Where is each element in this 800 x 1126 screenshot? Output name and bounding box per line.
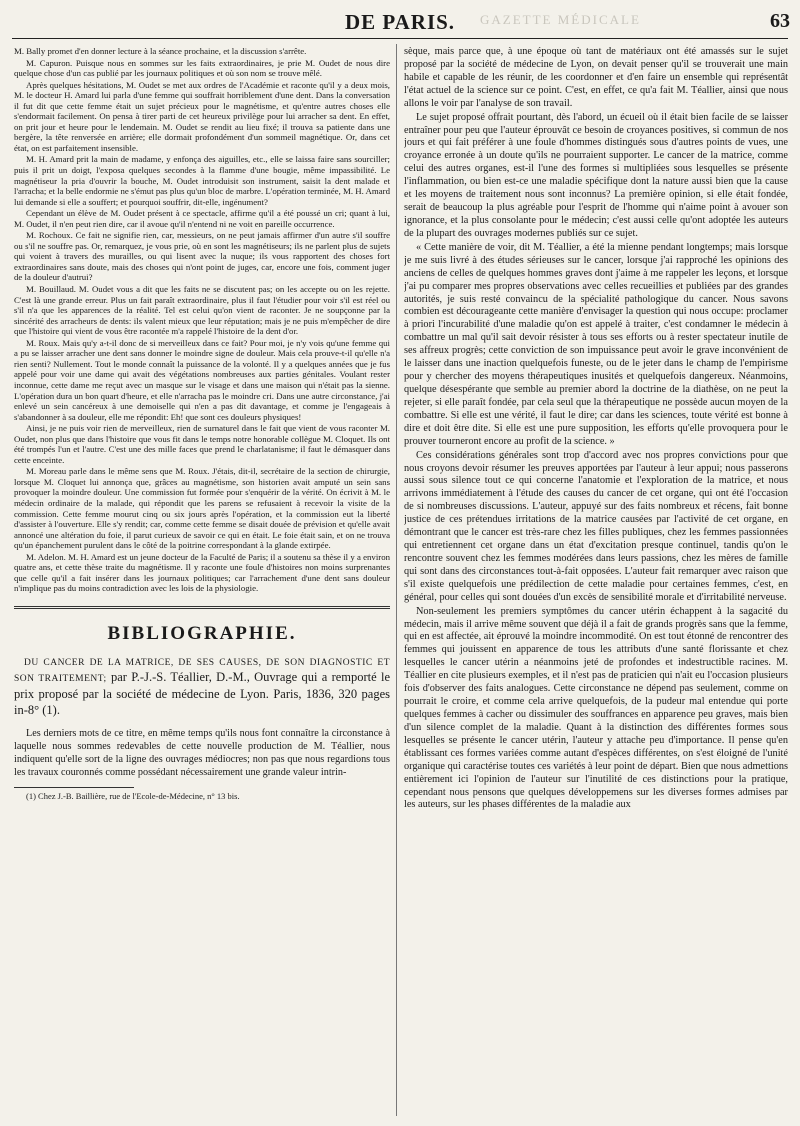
paragraph: M. Roux. Mais qu'y a-t-il donc de si merveilleux dans ce fait? Pour moi, je n'y vois qu'une femme qui a pu se laisser arracher une dent sans donner le moindre signe de douleur. Mais cela prouve-t-il qu'elle n'a rien senti? Nullement. Tout le monde connaît la puissance de la volonté. Il y a quelques années que je fus appelé pour voir une dame qui avait des végétations nombreuses aux parties génitales. Voulant rester inconnue, cette dame me reçut avec un masque sur le visage et dans une maison qui n'était pas la sienne. L'opération dura un bon quart d'heure, et elle n'arracha pas le moindre cri. Dans une autre circonstance, j'ai enlevé un sein cancéreux à une demoiselle qui n'en a pas dit davantage, et comme je l'engageais à s'abandonner à sa douleur, elle me répondit: Eh! que sont ces douleurs physiques! [14,337,390,422]
paragraph: Non-seulement les premiers symptômes du cancer utérin échappent à la sagacité du médecin, mais il arrive même souvent que déjà il a fait de grands progrès sans que la femme, qui en est affectée, ait éprouvé la moindre incommodité. On est tout étonné de rencontrer des femmes qui jouissent en apparence de tous les attributs d'une santé florissante et chez lesquelles le cancer utérin a néanmoins jeté de profondes et indestructible racines. M. Téallier en cite plusieurs exemples, et il n'est pas de praticien qui n'ait eu l'occasion plusieurs fois d'observer des faits analogues. Cette circonstance ne dépend pas seulement, comme on pourrait le croire, et comme cela arrive quelquefois, de la pudeur mal entendue qui porte quelques femmes à cacher ou dissimuler des souffrances en apparence peu graves, mais bien d'un silence complet de la maladie. Quant à la distinction des différentes formes sous lesquelles se présente le cancer utérin, l'auteur y attache peu d'importance. Il pense qu'en établissant ces formes variées comme autant d'espèces différentes, on s'est éloigné de l'unité organique qui caractérise toutes ces variétés à leur point de départ. Bien que nous admettions entièrement ici l'opinion de l'auteur sur l'inutilité de ces distinctions pour la pratique, cependant nous pensons que quelques développemens sur les diverses formes admises par les auteurs, sur les phases différentes de la maladie aux [404,605,788,811]
column-divider [396,44,397,1116]
left-column [14,46,390,1118]
page-number: 63 [770,10,790,32]
bibliography-entry [14,653,390,719]
paragraph: M. Bally promet d'en donner lecture à la séance prochaine, et la discussion s'arrête. [14,46,307,56]
entry-details: par P.-J.-S. Téallier, D.-M., Ouvrage qui a remporté le prix proposé par la société de médecine de Lyon. Paris, 1836, 320 pages in-8° (1). [14,670,390,718]
footnote-rule [14,787,134,788]
paragraph: M. Moreau parle dans le même sens que M. Roux. J'étais, dit-il, secrétaire de la section de chirurgie, lorsque M. Cloquet lui annonça que, grâces au magnétisme, son historien avait amputé un sein sans provoquer la moindre douleur. Une commission fut formée pour s'enquérir de la vérité. On écrivit à M. le médecin ordinaire de la malade, qui répondit que les parens se refusaient à recevoir la visite de la commission. Cette femme mourut cinq ou six jours après l'opération, et la commission eut la liberté d'assister à l'ouverture. Elle s'y rendit; car, comme cette femme se disait douée de prévision et qu'elle avait annoncé une altération du foie, il parut curieux de savoir ce qui en était. Le foie était sain, et on ne trouva qu'un épanchement purulent dans le côté de la poitrine correspondant à la glande extirpée. [14,466,390,551]
section-title: BIBLIOGRAPHIE. [107,622,297,644]
page-header [10,10,790,36]
entry-title: DU CANCER DE LA MATRICE, DE SES CAUSES, DE SON DIAGNOSTIC ET SON TRAITEMENT; [14,657,390,685]
paragraph: M. H. Amard prit la main de madame, y enfonça des aiguilles, etc., elle se laissa faire sans sourciller; puis il prit un doigt, l'exposa quelques secondes à la flamme d'une bougie, même impassibilité. Le magnétiseur la pria d'ouvrir la bouche, M. Oudet introduisit son instrument, saisit la dent malade et l'arracha; et la belle endormie ne s'émut pas plus qu'un bloc de marbre. L'opération terminée, M. H. Amard lui demande si elle a souffert; et pourquoi souffrir, dit-elle, ingénument? [14,154,390,207]
review-paragraph: Les derniers mots de ce titre, en même temps qu'ils nous font connaître la circonstance à laquelle nous sommes redevables de cette nouvelle production de M. Téallier, nous indiquent qu'elle sort de la ligne des ouvrages médiocres; non pas que nous regardions tous les travaux couronnés comme possédant nécessairement une grande valeur intrin- [14,727,390,779]
right-column [404,46,788,1118]
footnote: (1) Chez J.-B. Baillière, rue de l'Ecole-de-Médecine, n° 13 bis. [26,791,240,802]
paragraph: sèque, mais parce que, à une époque où tant de matériaux ont été amassés sur le sujet proposé par la société de médecine de Lyon, on devait penser qu'il se trouverait une main habile et capable de les réunir, de les coordonner et d'en faire un ensemble qui représentât l'état actuel de la science sur ce point. C'est, en effet, ce qu'a fait M. Téallier, ainsi que nous allons le voir par l'analyse de son travail. [404,46,788,109]
paragraph: M. Bouillaud. M. Oudet vous a dit que les faits ne se discutent pas; on les accepte ou on les rejette. C'est là une grande erreur. Plus un fait paraît extraordinaire, plus il faut l'étudier pour voir s'il est réel ou s'il n'a que les apparences de la réalité. Tel est celui qu'on vient de raconter. Je ne soupçonne par la sincérité des arracheurs de dents: ils valent mieux que leur réputation; mais je ne puis m'empêcher de dire que l'histoire qui vient de vous être racontée m'a rappelé l'histoire de la dent d'or. [14,284,390,337]
header-rule [12,38,788,39]
paragraph: M. Adelon. M. H. Amard est un jeune docteur de la Faculté de Paris; il a soutenu sa thèse il y a environ quatre ans, et cette thèse traite du magnétisme. Il y raconte une foule d'histoires non moins surprenantes que celle qu'il a fait insérer dans les journaux politiques; car l'arrachement d'une dent sans douleur n'implique pas du moins contradiction avec les lois de la physiologie. [14,551,390,594]
paragraph: Le sujet proposé offrait pourtant, dès l'abord, un écueil où il était bien facile de se laisser entraîner pour peu que l'auteur éprouvât ce besoin de croyances positives, si commun de nos jours et qui fait préférer à une foule d'hommes distingués sous d'autres points de vues, une croyance erronée à un doute qu'ils ne pourraient supporter. Le cancer de la matrice, comme celui des autres organes, est-il l'une des formes si multipliées sous lesquelles se présente l'inflammation, ou bien est-ce une maladie spécifique dont la nature aussi bien que la cause et les moyens de traitement nous sont inconnus? La première opinion, si elle était fondée, serait de beaucoup la plus agréable pour l'esprit de l'homme qui n'aime point à avouer son ignorance, et la plus consolante pour le médecin; c'est aussi celle qu'ont adoptée les auteurs de la plupart des ouvrages modernes publiés sur ce sujet. [404,111,788,239]
paragraph: M. Rochoux. Ce fait ne signifie rien, car, messieurs, on ne peut jamais affirmer d'un autre s'il souffre ou s'il ne souffre pas. Or, remarquez, je vous prie, où en sont les magnétiseurs; ils ne parlent plus de sujets qui voient à travers des murailles, ou qui lisent avec la nuque; ils vous rapportent des choses fort extraordinaires sans doute, mais des choses qui n'ont point de juges, car, encore une fois, comment juger de la douleur d'autrui? [14,230,390,283]
academy-discussion [14,46,390,594]
paragraph: « Cette manière de voir, dit M. Téallier, a été la mienne pendant longtemps; mais lorsque je me suis livré à des études sérieuses sur le cancer, lorsque j'ai rapproché les opinions des anciens de celles de quelques hommes graves dont j'aime à me rappeler les leçons, et lorsque j'ai pu comparer mes propres observations avec celles recueillies et publiées par des grandes autorités, je suis resté convaincu de la spécialité pathologique du cancer. Nous savons combien est décourageante cette manière d'envisager la question qui nous occupe: proclamer à priori l'incurabilité d'une maladie qu'on est appelé à traiter, c'est condamner le médecin à combattre un mal qu'il sait devoir résister à tous ses efforts ou à rester spectateur inutile de ses affreux progrès; cette conviction de son impuissance peut avoir le grave inconvénient de le laisser dans une inaction quelquefois funeste, ou de le jeter dans le champ de l'empirisme pour y chercher des moyens thérapeutiques inusités et quelquefois dangereux. Néanmoins, quelque désespérante que semble au premier abord la doctrine de la diathèse, on ne peut la rejeter, si elle paraît fondée, par cela seul que la thérapeutique ne possède aucun moyen de la combattre. Si elle est une vérité, il faut le dire; car dans les sciences, toute vérité est bonne à dire et doit être dite. Si elle est une pure supposition, les efforts qu'elle provoquera pour le prouver tourneront encore au profit de la science. » [404,241,788,447]
paragraph: Cependant un élève de M. Oudet présent à ce spectacle, affirme qu'il a été poussé un cri; quant à lui, M. Oudet, il n'en peut rien dire, car il avoue qu'il n'entend ni ne voit en pareille occurrence. [14,208,390,229]
paragraph: M. Capuron. Puisque nous en sommes sur les faits extraordinaires, je prie M. Oudet de nous dire quelque chose d'un cas publié par les journaux politiques et où son nom se trouve mêlé. [14,57,390,79]
section-separator [14,606,390,609]
bleed-through-text: GAZETTE MÉDICALE [480,12,641,27]
running-title: DE PARIS. [344,10,456,34]
paragraph: Ces considérations générales sont trop d'accord avec nos propres convictions pour que nous croyons devoir résumer les preuves apportées par l'auteur à leur appui; nous passerons aussi sous silence tout ce qui concerne l'anatomie et l'exploration de la matrice, et nous arrivons immédiatement à l'étude des causes du cancer de cet organe, qui ont été l'occasion de si nombreuses discussions. L'auteur, appuyé sur des faits nombreux et récens, fait bonne justice de ces prétendues irritations de la matrice causées par l'activité de cet organe, en démontrant que le cancer est très-rare chez les filles publiques, chez les femmes passionnées qui entretiennent cet organe dans un état d'excitation presque continuel, tandis qu'on le rencontre souvent chez les femmes modérées dans leurs passions, chez les mères de famille qui sont dans des circonstances tout-à-fait opposées. L'auteur fait remarquer avec raison que s'il existe quelquefois une prédilection de cette maladie pour certaines femmes, c'est, en général, pour celles qui sont douées d'un excès de sensibilité morale et d'irritabilité nerveuse. [404,449,788,603]
paragraph: Ainsi, je ne puis voir rien de merveilleux, rien de surnaturel dans le fait que vient de vous raconter M. Oudet, non plus que dans l'histoire que vous fit dans le temps notre honorable collègue M. Cloquet. Ils ont été trompés l'un et l'autre. C'est une des mille faces que prend le charlatanisme; il faut le démasquer dans cette enceinte. [14,423,390,465]
paragraph: Après quelques hésitations, M. Oudet se met aux ordres de l'Académie et raconte qu'il y a deux mois, M. le docteur H. Amard lui parla d'une femme qui souffrait horriblement d'une dent. Dans la conversation il fut dit que cette femme était un sujet précieux pour le magnétisme, et qu'entre autres choses elle s'endormait facilement. On pensa à tirer parti de cet heureux privilège pour lui arracher sa dent. En effet, on prit jour et heure pour le lendemain. M. Oudet se rendit au lieu fixé; il trouva sa patiente dans une bergère, la tête renversée en arrière; elle dormait profondément d'un sommeil magnétique. Or, dans cet état, on est parfaitement insensible. [14,79,390,153]
